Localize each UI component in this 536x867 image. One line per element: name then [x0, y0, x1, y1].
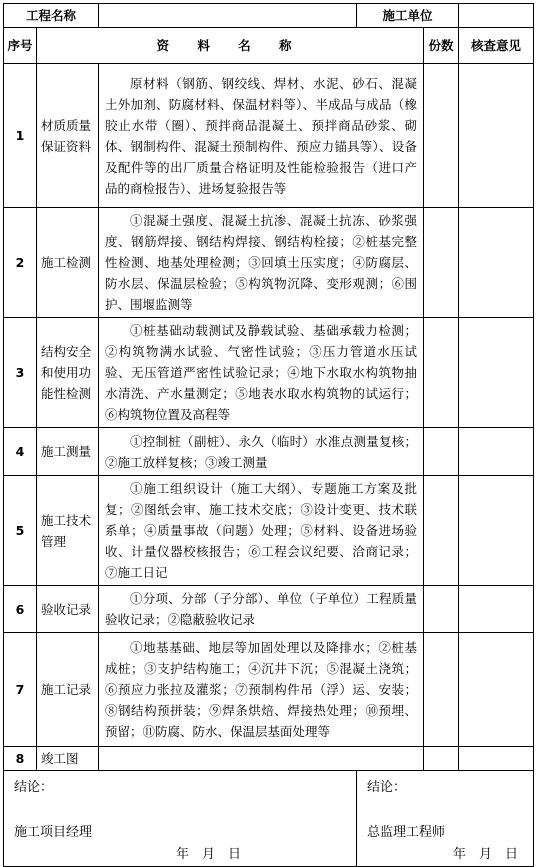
row-copies-field[interactable] — [424, 747, 459, 771]
table-row — [4, 64, 534, 208]
row-opinion-field[interactable] — [459, 586, 534, 633]
row-content — [99, 633, 424, 747]
row-content-text: ①桩基础动载测试及静载试验、基础承载力检测；②构筑物满水试验、气密性试验；③压力管道水压试验、无压管道严密性试验记录；④地下水取水构筑物抽水清洗、产水量测定；⑤地表水取水构筑物的试运行；⑥构筑物位置及高程等 — [105, 323, 418, 422]
row-category: 结构安全和使用功能性检测 — [37, 318, 99, 428]
row-content — [99, 476, 424, 586]
record-sheet — [3, 3, 533, 862]
col-header-review-opinion: 核查意见 — [459, 28, 534, 64]
row-number: 6 — [4, 586, 37, 633]
row-number: 1 — [4, 64, 37, 208]
row-opinion-field[interactable] — [459, 633, 534, 747]
row-opinion-field[interactable] — [459, 64, 534, 208]
row-copies-field[interactable] — [424, 586, 459, 633]
row-opinion-field[interactable] — [459, 476, 534, 586]
header-row — [4, 4, 534, 28]
supervisor-date-label: 年 月 日 — [453, 847, 519, 862]
column-header-row — [4, 28, 534, 64]
row-content-text: ①控制桩（副桩）、永久（临时）水准点测量复核；②施工放样复核；③竣工测量 — [105, 433, 418, 470]
row-opinion-field[interactable] — [459, 747, 534, 771]
row-category: 材质质量保证资料 — [37, 64, 99, 208]
supervisor-conclusion-label: 结论： — [367, 780, 407, 795]
row-content — [99, 747, 424, 771]
table-row — [4, 586, 534, 633]
row-opinion-field[interactable] — [459, 318, 534, 428]
row-category: 验收记录 — [37, 586, 99, 633]
row-copies-field[interactable] — [424, 64, 459, 208]
table-row — [4, 747, 534, 771]
row-content — [99, 586, 424, 633]
table-row — [4, 318, 534, 428]
row-copies-field[interactable] — [424, 318, 459, 428]
row-category: 竣工图 — [37, 747, 99, 771]
row-opinion-field[interactable] — [459, 208, 534, 318]
row-number: 5 — [4, 476, 37, 586]
row-content-text: 原材料（钢筋、钢绞线、焊材、水泥、砂石、混凝土外加剂、防腐材料、保温材料等）、半成品与成品（橡胶止水带（圈）、预拌商品混凝土、预拌商品砂浆、砌体、钢制构件、混凝土预制构件、预应力锚具等）、设备及配件等的出厂质量合格证明及性能检验报告（进口产品的商检报告）、进场复验报告等 — [105, 75, 418, 196]
col-header-material-name: 资 料 名 称 — [37, 28, 424, 64]
table-row — [4, 428, 534, 476]
contractor-conclusion-label: 结论： — [14, 780, 54, 795]
col-header-no: 序号 — [4, 28, 37, 64]
table-row — [4, 208, 534, 318]
row-content-text: ①分项、分部（子分部）、单位（子单位）工程质量验收记录；②隐蔽验收记录 — [105, 591, 418, 627]
project-name-label: 工程名称 — [4, 4, 99, 28]
row-number: 2 — [4, 208, 37, 318]
row-category: 施工检测 — [37, 208, 99, 318]
row-number: 8 — [4, 747, 37, 771]
row-category: 施工记录 — [37, 633, 99, 747]
row-copies-field[interactable] — [424, 476, 459, 586]
row-number: 3 — [4, 318, 37, 428]
row-content — [99, 428, 424, 476]
construction-unit-field[interactable] — [459, 4, 534, 28]
supervisor-conclusion-block[interactable] — [357, 771, 534, 867]
row-opinion-field[interactable] — [459, 428, 534, 476]
row-content — [99, 318, 424, 428]
row-content — [99, 64, 424, 208]
row-category: 施工测量 — [37, 428, 99, 476]
contractor-conclusion-block[interactable] — [4, 771, 357, 867]
row-copies-field[interactable] — [424, 633, 459, 747]
row-number: 7 — [4, 633, 37, 747]
row-content — [99, 208, 424, 318]
table-row — [4, 633, 534, 747]
row-copies-field[interactable] — [424, 208, 459, 318]
construction-unit-label: 施工单位 — [357, 4, 459, 28]
row-content-text: ①地基基础、地层等加固处理以及降排水；②桩基成桩；③支护结构施工；④沉井下沉；⑤混凝土浇筑；⑥预应力张拉及灌浆；⑦预制构件吊（浮）运、安装；⑧钢结构预拼装；⑨焊条烘焙、焊接热处理；⑩预埋、预留；⑪防腐、防水、保温层基面处理等 — [105, 640, 418, 739]
contractor-date-label: 年 月 日 — [176, 847, 242, 862]
row-content-text: ①施工组织设计（施工大纲）、专题施工方案及批复；②图纸会审、施工技术交底；③设计变更、技术联系单；④质量事故（问题）处理；⑤材料、设备进场验收、计量仪器校核报告；⑥工程会议纪要、洽商记录；⑦施工日记 — [105, 481, 418, 580]
row-copies-field[interactable] — [424, 428, 459, 476]
material-check-table — [3, 3, 534, 867]
row-number: 4 — [4, 428, 37, 476]
project-name-field[interactable] — [99, 4, 357, 28]
row-category: 施工技术管理 — [37, 476, 99, 586]
contractor-signer-label: 施工项目经理 — [14, 825, 93, 840]
table-row — [4, 476, 534, 586]
col-header-copies: 份数 — [424, 28, 459, 64]
signature-row — [4, 771, 534, 867]
row-content-text: ①混凝土强度、混凝土抗渗、混凝土抗冻、砂浆强度、钢筋焊接、钢结构焊接、钢结构栓接；②桩基完整性检测、地基处理检测；③回填土压实度；④防腐层、防水层、保温层检验；⑤构筑物沉降、变形观测；⑥围护、围堰监测等 — [105, 213, 418, 312]
supervisor-signer-label: 总监理工程师 — [367, 825, 446, 840]
